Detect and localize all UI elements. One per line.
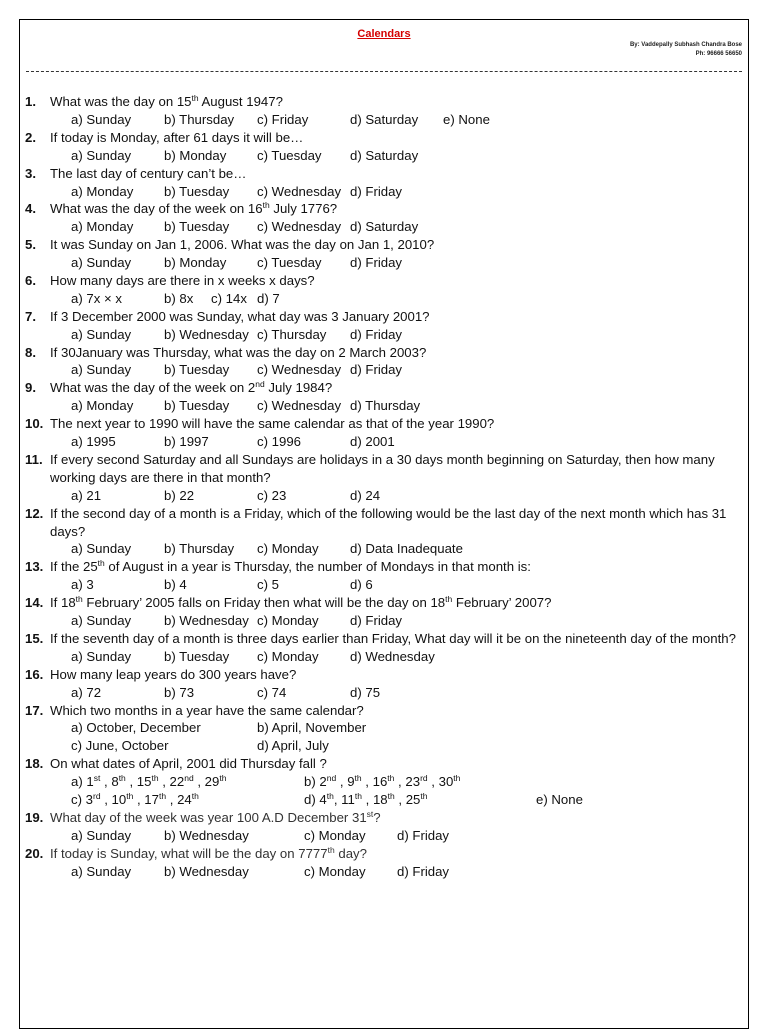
option-d: d) Friday (350, 326, 403, 342)
option-d: d) Friday (350, 613, 403, 629)
question-number: 17. (25, 702, 44, 718)
option-b: b) Tuesday (164, 648, 230, 664)
question-3 (25, 165, 742, 183)
option-c: c) 23 (257, 487, 287, 503)
option-d: d) 2001 (350, 434, 395, 450)
question-number: 10. (25, 416, 44, 432)
question-20 (25, 845, 742, 863)
option-d: d) Saturday (350, 111, 419, 127)
option-c: c) Monday (304, 827, 366, 843)
option-b: b) Tuesday (164, 398, 230, 414)
options-17-row2 (25, 737, 742, 755)
question-text: If 3 December 2000 was Sunday, what day was 3 January 2001? (50, 308, 430, 324)
question-text: What was the day of the week on 16th July 1776? (50, 200, 338, 217)
ordinal-suffix: nd (255, 379, 265, 390)
option-c: c) Monday (257, 613, 319, 629)
ordinal-suffix: nd (326, 773, 337, 784)
question-number: 15. (25, 630, 44, 646)
question-18 (25, 755, 742, 773)
option-a: a) 21 (71, 487, 102, 503)
question-9 (25, 379, 742, 397)
option-a: a) October, December (71, 720, 201, 736)
ordinal-suffix: rd (92, 791, 101, 802)
ordinal-suffix: th (453, 773, 461, 784)
question-13 (25, 558, 742, 576)
question-text: If the seventh day of a month is three days earlier than Friday, What day will it be on the nineteenth day of the month? (50, 630, 736, 646)
question-number: 19. (25, 809, 44, 825)
option-c: c) Tuesday (257, 255, 322, 271)
question-number: 4. (25, 201, 36, 217)
option-c: c) Friday (257, 111, 309, 127)
option-c: c) 3rd , 10th , 17th , 24th (71, 791, 199, 808)
option-b: b) Wednesday (164, 863, 249, 879)
question-number: 7. (25, 308, 36, 324)
options-17-row1 (25, 719, 742, 737)
option-d: d) Friday (350, 362, 403, 378)
option-a: a) Sunday (71, 541, 132, 557)
question-text: If the 25th of August in a year is Thursday, the number of Mondays in that month is: (50, 558, 531, 575)
ordinal-suffix: rd (420, 773, 428, 784)
option-a: a) Sunday (71, 255, 132, 271)
option-a: a) Sunday (71, 648, 132, 664)
option-b: b) 1997 (164, 434, 209, 450)
option-c: c) Tuesday (257, 147, 322, 163)
question-text: What was the day of the week on 2nd July 1984? (50, 379, 333, 396)
page-title: Calendars (357, 28, 411, 40)
option-d: d) 6 (350, 577, 373, 593)
options-5 (25, 254, 742, 272)
option-b: b) Tuesday (164, 362, 230, 378)
ordinal-suffix: th (219, 773, 227, 784)
option-c: c) 74 (257, 684, 287, 700)
option-b: b) Wednesday (164, 326, 249, 342)
question-text: If the second day of a month is a Friday, which of the following would be the last day of the next month which has 31 days? (50, 505, 727, 539)
option-d: d) Friday (350, 255, 403, 271)
option-c: c) Thursday (257, 326, 327, 342)
option-d: d) Saturday (350, 147, 419, 163)
question-text: The next year to 1990 will have the same calendar as that of the year 1990? (50, 416, 495, 432)
options-11 (25, 487, 742, 505)
option-d: d) 7 (257, 290, 280, 306)
question-number: 20. (25, 845, 44, 861)
option-b: b) 22 (164, 487, 195, 503)
options-8 (25, 361, 742, 379)
question-6 (25, 272, 742, 290)
question-15 (25, 630, 742, 648)
question-number: 3. (25, 165, 36, 181)
ordinal-suffix: th (327, 844, 335, 855)
options-9 (25, 397, 742, 415)
question-5 (25, 236, 742, 254)
option-a: a) 72 (71, 684, 102, 700)
options-1 (25, 111, 742, 129)
question-11 (25, 451, 742, 487)
option-a: a) 3 (71, 577, 94, 593)
options-2 (25, 147, 742, 165)
option-a: a) Sunday (71, 362, 132, 378)
option-d: d) 4th, 11th , 18th , 25th (304, 791, 428, 808)
options-3 (25, 183, 742, 201)
option-e: e) None (536, 792, 583, 808)
author-name: By: Vaddepally Subhash Chandra Bose (629, 42, 742, 48)
ordinal-suffix: st (366, 808, 374, 819)
option-d: d) Thursday (350, 398, 421, 414)
question-number: 11. (25, 451, 43, 467)
option-c: c) Monday (257, 648, 319, 664)
option-d: d) 75 (350, 684, 381, 700)
ordinal-suffix: th (158, 791, 167, 802)
option-c: c) June, October (71, 738, 169, 754)
option-c: c) 5 (257, 577, 279, 593)
ordinal-suffix: th (97, 558, 105, 569)
question-number: 14. (25, 595, 44, 611)
question-list (25, 93, 742, 881)
option-c: c) Wednesday (257, 219, 342, 235)
option-b: b) 8x (164, 290, 194, 306)
question-number: 6. (25, 272, 36, 288)
option-b: b) April, November (257, 720, 367, 736)
question-text: If 30January was Thursday, what was the day on 2 March 2003? (50, 344, 427, 360)
question-19 (25, 809, 742, 827)
option-c: c) Monday (304, 863, 366, 879)
question-number: 16. (25, 666, 44, 682)
question-14 (25, 594, 742, 612)
option-a: a) Sunday (71, 613, 132, 629)
question-text: If today is Sunday, what will be the day on 7777th day? (50, 844, 367, 861)
option-b: b) Thursday (164, 541, 235, 557)
options-10 (25, 433, 742, 451)
question-8 (25, 344, 742, 362)
option-a: a) Monday (71, 219, 134, 235)
option-a: a) 1st , 8th , 15th , 22nd , 29th (71, 773, 227, 790)
question-number: 1. (25, 94, 36, 109)
option-a: a) Monday (71, 183, 134, 199)
header-divider (26, 71, 742, 72)
options-18-row1 (25, 773, 742, 791)
option-a: a) Sunday (71, 827, 132, 843)
option-c: c) Wednesday (257, 362, 342, 378)
question-text: What day of the week was year 100 A.D December 31st? (50, 808, 381, 825)
question-text: How many days are there in x weeks x days? (50, 272, 315, 288)
options-6 (25, 290, 742, 308)
option-c: c) 1996 (257, 434, 301, 450)
question-text: On what dates of April, 2001 did Thursday fall ? (50, 756, 327, 772)
question-text: If 18th February’ 2005 falls on Friday then what will be the day on 18th February’ 2007? (50, 594, 552, 611)
ordinal-suffix: st (93, 773, 101, 784)
option-b: b) Wednesday (164, 827, 249, 843)
question-number: 12. (25, 505, 44, 521)
question-16 (25, 666, 742, 684)
question-1 (25, 93, 742, 111)
option-d: d) Friday (397, 863, 450, 879)
option-d: d) Data Inadequate (350, 541, 463, 557)
worksheet-page (19, 19, 749, 1029)
option-a: a) Sunday (71, 147, 132, 163)
question-text: It was Sunday on Jan 1, 2006. What was the day on Jan 1, 2010? (50, 237, 435, 253)
options-18-row2 (25, 791, 742, 809)
options-4 (25, 218, 742, 236)
option-b: b) Wednesday (164, 613, 249, 629)
question-number: 9. (25, 380, 36, 396)
ordinal-suffix: nd (184, 773, 194, 784)
ordinal-suffix: th (126, 791, 134, 802)
options-7 (25, 326, 742, 344)
option-a: a) 1995 (71, 434, 116, 450)
option-d: d) Friday (397, 827, 450, 843)
option-e: e) None (443, 111, 490, 127)
question-number: 13. (25, 559, 44, 575)
option-d: d) Saturday (350, 219, 419, 235)
question-text: What was the day on 15th August 1947? (50, 93, 283, 109)
question-4 (25, 200, 742, 218)
author-info (630, 41, 742, 59)
option-c: c) Wednesday (257, 183, 342, 199)
question-text: Which two months in a year have the same calendar? (50, 702, 364, 718)
option-d: d) Friday (350, 183, 403, 199)
option-d: d) April, July (257, 738, 329, 754)
question-number: 2. (25, 129, 36, 145)
ordinal-suffix: th (326, 791, 334, 802)
question-10 (25, 415, 742, 433)
option-c: c) Wednesday (257, 398, 342, 414)
option-a: a) Sunday (71, 111, 132, 127)
ordinal-suffix: th (445, 594, 453, 605)
option-b: b) Monday (164, 255, 227, 271)
question-17 (25, 702, 742, 720)
option-a: a) Sunday (71, 863, 132, 879)
option-c: c) Monday (257, 541, 319, 557)
ordinal-suffix: th (420, 791, 428, 802)
ordinal-suffix: th (75, 594, 83, 605)
options-20 (25, 863, 742, 881)
options-14 (25, 612, 742, 630)
option-b: b) 2nd , 9th , 16th , 23rd , 30th (304, 773, 461, 790)
option-a: a) Monday (71, 398, 134, 414)
options-13 (25, 576, 742, 594)
option-d: d) 24 (350, 487, 381, 503)
question-12 (25, 505, 742, 541)
ordinal-suffix: th (191, 93, 199, 103)
ordinal-suffix: th (387, 791, 395, 802)
option-b: b) 73 (164, 684, 195, 700)
question-text: If today is Monday, after 61 days it will be… (50, 129, 304, 145)
question-text: The last day of century can’t be… (50, 165, 247, 181)
option-b: b) Monday (164, 147, 227, 163)
option-b: b) 4 (164, 577, 187, 593)
ordinal-suffix: th (387, 773, 395, 784)
options-15 (25, 648, 742, 666)
options-16 (25, 684, 742, 702)
question-number: 5. (25, 237, 36, 253)
options-19 (25, 827, 742, 845)
question-7 (25, 308, 742, 326)
option-a: a) 7x × x (71, 290, 122, 306)
ordinal-suffix: th (191, 791, 199, 802)
ordinal-suffix: th (151, 773, 159, 784)
question-2 (25, 129, 742, 147)
ordinal-suffix: th (354, 773, 362, 784)
question-text: If every second Saturday and all Sundays are holidays in a 30 days month beginning on Saturday, then how many working days are there in that month? (50, 451, 715, 485)
question-number: 18. (25, 756, 44, 772)
option-b: b) Tuesday (164, 183, 230, 199)
option-d: d) Wednesday (350, 648, 435, 664)
author-phone: Ph: 96666 56650 (695, 51, 742, 57)
ordinal-suffix: th (262, 200, 270, 211)
option-c: c) 14x (211, 290, 247, 306)
option-a: a) Sunday (71, 326, 132, 342)
ordinal-suffix: th (354, 791, 362, 802)
ordinal-suffix: th (118, 773, 126, 784)
options-12 (25, 540, 742, 558)
question-text: How many leap years do 300 years have? (50, 666, 297, 682)
option-b: b) Thursday (164, 111, 235, 127)
question-number: 8. (25, 344, 36, 360)
option-b: b) Tuesday (164, 219, 230, 235)
